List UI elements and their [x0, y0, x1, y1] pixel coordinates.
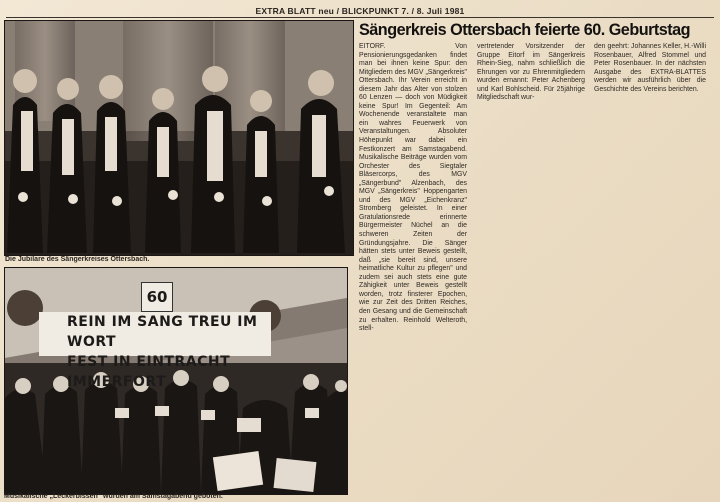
motto-banner [39, 312, 271, 390]
motto-line-1: REIN IM SANG TREU IM WORT [67, 314, 258, 350]
bottom-photo-caption: Musikalische „Leckerbissen" wurden am Samstagabend geboten. [4, 493, 223, 500]
article-column-3: den geehrt: Johannes Keller, H.-Willi Rosenbauer, Alfred Stommel und Peter Rosenbauer. In der nächsten Ausgabe des EXTRA-BLATTES werden wir ausführlich über die Geschichte des Vereins berichten. [594, 43, 706, 93]
anniversary-number-sign: 60 [141, 282, 173, 312]
concert-photo [4, 267, 348, 495]
jubilarians-photo-art [5, 21, 353, 255]
top-photo-caption: Die Jubilare des Sängerkreises Ottersbach. [5, 256, 150, 263]
article-headline: Sängerkreis Ottersbach feierte 60. Geburtstag [359, 21, 691, 39]
jubilarians-photo [4, 20, 354, 256]
article-column-1: EITORF. Von Pensionierungsgedanken findet man bei ihnen keine Spur: den Mitgliedern des MGV „Sängerkreis" Ottersbach. Ihr Verein erreicht in diesem Jahr das Alter von stolzen 60 Lenzen — doch von Müdigkeit keine Spur! Im Gegenteil: Am Wochenende veranstaltete man ein wahres Feuerwerk von Veranstaltungen. Absoluter Höhepunkt war dabei ein Festkonzert am Samstagabend. Musikalische Beiträge wurden vom Orchester des Siegtaler Bläsercorps, des MGV „Sängerbund" Alzenbach, des MGV „Sängerkreis" Hoppengarten und des MGV „Eichenkranz" Stromberg geleistet. In einer Gratulationsrede erinnerte Bürgermeister Nüchel an die schweren Zeiten der Gründungsjahre. Die Sänger hätten stets unter Beweis gestellt, daß „sie bereit sind, unsere heimatliche Kultur zu pflegen" und zudem sei auch stets eine gute Zähigkeit unter Beweis gestellt worden, trotz finsterer Epochen, wie zur Zeit des Dritten Reiches, den Gesang und die Gemeinschaft zu erhalten. Reinhold Welteroth, stell- [359, 43, 467, 333]
motto-line-2: FEST IN EINTRACHT IMMERFORT [67, 354, 231, 390]
masthead: EXTRA BLATT neu / BLICKPUNKT 7. / 8. Juli 1981 [255, 6, 465, 16]
article-column-2: vertretender Vorsitzender der Gruppe Eitorf im Sängerkreis Rhein-Sieg, nahm schließlich die Ehrungen vor zu Ehrenmitgliedern wurden ernannt: Peter Achenberg und Karl Bohlscheid. Für 25jährige Mitgliedschaft wur- [477, 43, 585, 102]
masthead-rule [6, 17, 714, 18]
